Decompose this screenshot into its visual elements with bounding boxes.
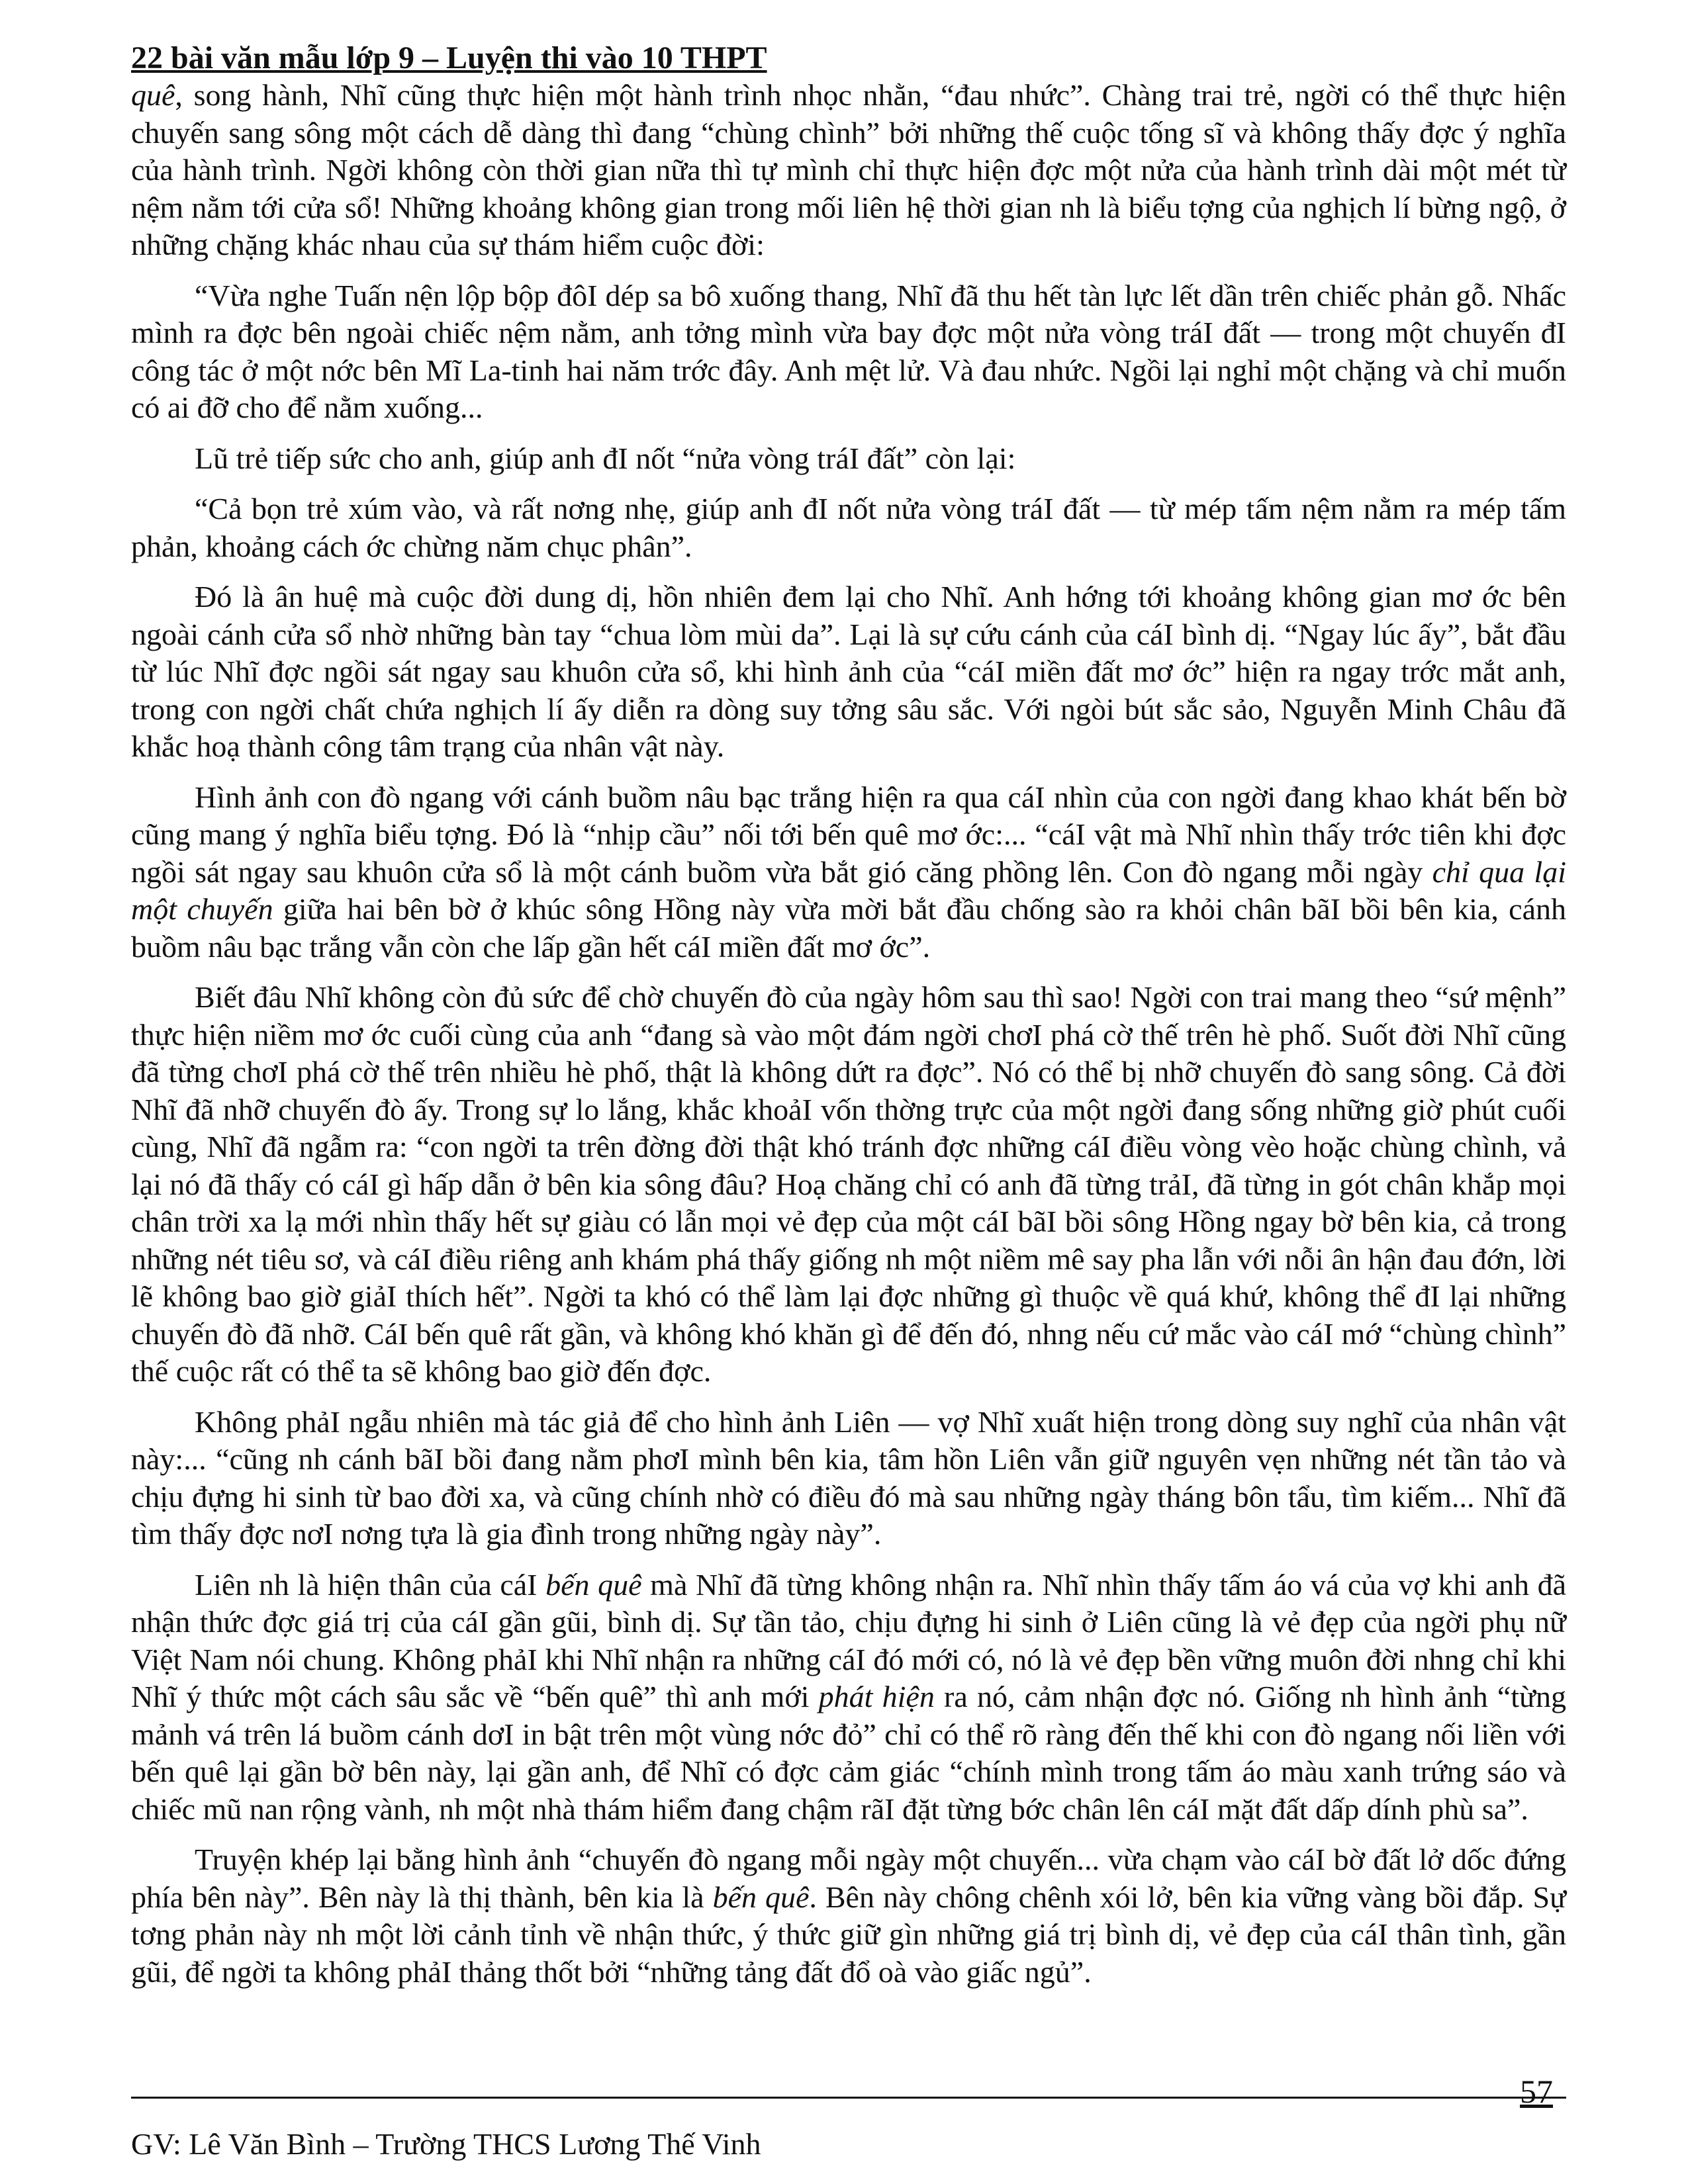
paragraph-text: Lũ trẻ tiếp sức cho anh, giúp anh đI nốt “nửa vòng tráI đất” còn lại: <box>195 441 1016 475</box>
paragraph-text: , song hành, Nhĩ cũng thực hiện một hành trình nhọc nhằn, “đau nhức”. Chàng trai trẻ, ngời có thể thực hiện chuyến sang sông một cách dễ dàng thì đang “chùng chình” bởi những thế cuộc tống sĩ và không thấy đợc ý nghĩa của hành trình. Ngời không còn thời gian nữa thì tự mình chỉ thực hiện đợc một nửa của hành trình dài một mét từ nệm nằm tới cửa sổ! Những khoảng không gian trong mối liên hệ thời gian nh là biểu tợng của nghịch lí bừng ngộ, ở những chặng khác nhau của sự thám hiểm cuộc đời: <box>131 78 1566 261</box>
paragraph <box>131 1567 1566 1829</box>
paragraph <box>131 979 1566 1390</box>
italic-text: quê <box>131 78 175 112</box>
paragraph-text: Đó là ân huệ mà cuộc đời dung dị, hồn nhiên đem lại cho Nhĩ. Anh hớng tới khoảng không gian mơ ớc bên ngoài cánh cửa sổ nhờ những bàn tay “chua lòm mùi da”. Lại là sự cứu cánh của cáI bình dị. “Ngay lúc ấy”, bắt đầu từ lúc Nhĩ đợc ngồi sát ngay sau khuôn cửa sổ, khi hình ảnh của “cáI miền đất mơ ớc” hiện ra ngay trớc mắt anh, trong con ngời chất chứa nghịch lí ấy diễn ra dòng suy tởng sâu sắc. Với ngòi bút sắc sảo, Nguyễn Minh Châu đã khắc hoạ thành công tâm trạng của nhân vật này. <box>131 580 1566 763</box>
paragraph-text: Truyện khép lại bằng hình ảnh “chuyến đò ngang mỗi ngày một chuyến... vừa chạm vào cáI bờ đất lở dốc đứng phía bên này”. Bên này là thị thành, bên kia là <box>131 1843 1566 1914</box>
paragraph-text: giữa hai bên bờ ở khúc sông Hồng này vừa mời bắt đầu chống sào ra khỏi chân bãI bồi bên kia, cánh buồm nâu bạc trắng vẫn còn che lấp gần hết cáI miền đất mơ ớc”. <box>131 892 1566 964</box>
paragraph <box>131 779 1566 966</box>
italic-text: phát hiện <box>818 1680 935 1713</box>
article-body <box>131 77 1566 2004</box>
paragraph-text: Liên nh là hiện thân của cáI <box>195 1567 546 1602</box>
footer-divider <box>131 2097 1566 2099</box>
paragraph-text: . Bên này chông chênh xói lở, bên kia vững vàng bồi đắp. Sự tơng phản này nh một lời cảnh tỉnh về nhận thức, ý thức giữ gìn những giá trị bình dị, vẻ đẹp của cáI thân tình, gần gũi, để ngời ta không phảI thảng thốt bởi “những tảng đất đổ oà vào giấc ngủ”. <box>131 1880 1567 1989</box>
paragraph-text: “Vừa nghe Tuấn nện lộp bộp đôI dép sa bô xuống thang, Nhĩ đã thu hết tàn lực lết dần trên chiếc phản gỗ. Nhấc mình ra đợc bên ngoài chiếc nệm nằm, anh tởng mình vừa bay đợc một nửa vòng tráI đất — trong một chuyến đI công tác ở một nớc bên Mĩ La-tinh hai năm trớc đây. Anh mệt lử. Và đau nhức. Ngồi lại nghỉ một chặng và chỉ muốn có ai đỡ cho để nằm xuống... <box>131 278 1566 424</box>
paragraph-text: “Cả bọn trẻ xúm vào, và rất nơng nhẹ, giúp anh đI nốt nửa vòng tráI đất — từ mép tấm nệm nằm ra mép tấm phản, khoảng cách ớc chừng năm chục phân”. <box>131 492 1566 563</box>
paragraph-text: ra nó, cảm nhận đợc nó. Giống nh hình ảnh “từng mảnh vá trên lá buồm cánh dơI in bật trên một vùng nớc đỏ” chỉ có thể rõ ràng đến thế khi con đò ngang nối liền với bến quê lại gần bờ bên này, lại gần anh, để Nhĩ có đợc cảm giác “chính mình trong tấm áo màu xanh trứng sáo và chiếc mũ nan rộng vành, nh một nhà thám hiểm đang chậm rãI đặt từng bớc chân lên cáI mặt đất dấp dính phù sa”. <box>131 1680 1566 1826</box>
italic-text: bến quê <box>712 1880 810 1914</box>
paragraph <box>131 1404 1566 1553</box>
paragraph <box>131 490 1566 565</box>
paragraph-text: mà Nhĩ đã từng không nhận ra. Nhĩ nhìn thấy tấm áo vá của vợ khi anh đã nhận thức đợc giá trị của cáI gần gũi, bình dị. Sự tần tảo, chịu đựng hi sinh ở Liên cũng là vẻ đẹp của ngời phụ nữ Việt Nam nói chung. Không phảI khi Nhĩ nhận ra những cáI đó mới có, nó là vẻ đẹp bền vững muôn đời nhng chỉ khi Nhĩ ý thức một cách sâu sắc về “bến quê” thì anh mới <box>131 1567 1567 1713</box>
paragraph <box>131 77 1566 264</box>
paragraph-text: Biết đâu Nhĩ không còn đủ sức để chờ chuyến đò của ngày hôm sau thì sao! Ngời con trai mang theo “sứ mệnh” thực hiện niềm mơ ớc cuối cùng của anh “đang sà vào một đám ngời chơI phá cờ thế trên hè phố. Suốt đời Nhĩ cũng đã từng chơI phá cờ thế trên nhiều hè phố, thật là không dứt ra đợc”. Nó có thể bị nhỡ chuyến đò sang sông. Cả đời Nhĩ đã nhỡ chuyến đò ấy. Trong sự lo lắng, khắc khoảI vốn thờng trực của một ngời đang sống những giờ phút cuối cùng, Nhĩ đã ngẫm ra: “con ngời ta trên đờng đời thật khó tránh đợc những cáI điều vòng vèo hoặc chùng chình, vả lại nó đã thấy có cáI gì hấp dẫn ở bên kia sông đâu? Hoạ chăng chỉ có anh đã từng trảI, đã từng in gót chân khắp mọi chân trời xa lạ mới nhìn thấy hết sự giàu có lẫn mọi vẻ đẹp của một cáI bãI bồi sông Hồng ngay bờ bên kia, cả trong những nét tiêu sơ, và cáI điều riêng anh khám phá thấy giống nh một niềm mê say pha lẫn với nỗi ân hận đau đớn, lời lẽ không bao giờ giảI thích hết”. Ngời ta khó có thể làm lại đợc những gì thuộc về quá khứ, không thể đI lại những chuyến đò đã nhỡ. CáI bến quê rất gần, và không khó khăn gì để đến đó, nhng nếu cứ mắc vào cáI mớ “chùng chình” thế cuộc rất có thể ta sẽ không bao giờ đến đợc. <box>131 980 1566 1388</box>
paragraph <box>131 1841 1566 1991</box>
paragraph <box>131 440 1566 478</box>
paragraph <box>131 277 1566 427</box>
footer-author: GV: Lê Văn Bình – Trường THCS Lương Thế Vinh <box>131 2127 761 2161</box>
italic-text: chỉ qua lại một chuyến <box>131 854 1566 926</box>
paragraph-text: Hình ảnh con đò ngang với cánh buồm nâu bạc trắng hiện ra qua cáI nhìn của con ngời đang khao khát bến bờ cũng mang ý nghĩa biểu tợng. Đó là “nhịp cầu” nối tới bến quê mơ ớc:... “cáI vật mà Nhĩ nhìn thấy trớc tiên khi đợc ngồi sát ngay sau khuôn cửa sổ là một cánh buồm vừa bắt gió căng phồng lên. Con đò ngang mỗi ngày <box>131 780 1566 889</box>
page-header-title: 22 bài văn mẫu lớp 9 – Luyện thi vào 10 THPT <box>131 40 767 75</box>
paragraph <box>131 578 1566 766</box>
paragraph-text: Không phảI ngẫu nhiên mà tác giả để cho hình ảnh Liên — vợ Nhĩ xuất hiện trong dòng suy nghĩ của nhân vật này:... “cũng nh cánh bãI bồi đang nằm phơI mình bên kia, tâm hồn Liên vẫn giữ nguyên vẹn những nét tần tảo và chịu đựng hi sinh từ bao đời xa, và cũng chính nhờ có điều đó mà sau những ngày tháng bôn tẩu, tìm kiếm... Nhĩ đã tìm thấy đợc nơI nơng tựa là gia đình trong những ngày này”. <box>131 1404 1566 1551</box>
page-number: 57 <box>1520 2073 1553 2110</box>
italic-text: bến quê <box>545 1567 642 1602</box>
